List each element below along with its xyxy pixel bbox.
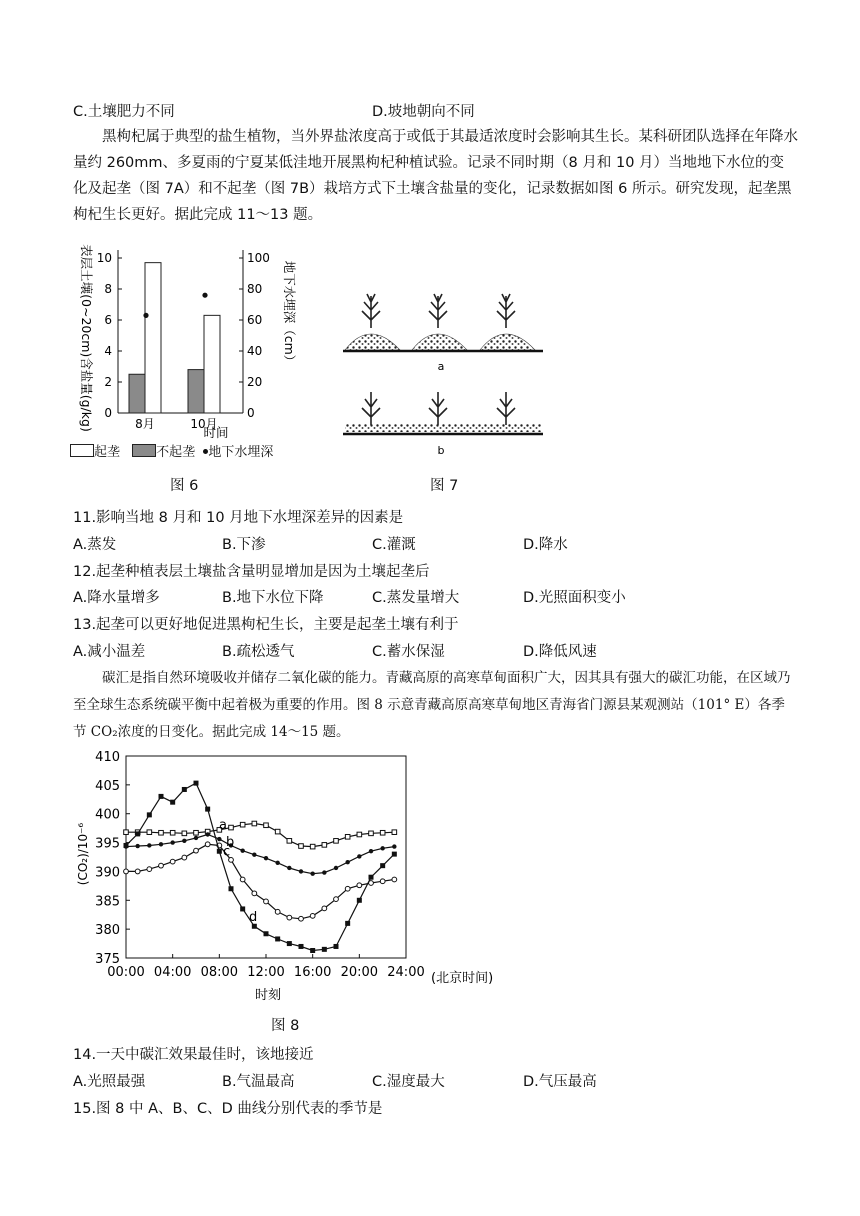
- fig8-xlabel: 时刻: [254, 988, 282, 1003]
- fig8-point-b: [345, 860, 349, 864]
- fig8-point-a: [124, 830, 129, 835]
- fig8-point-c: [205, 842, 210, 847]
- fig8-point-c: [299, 916, 304, 921]
- fig6-category-label: 10月: [190, 417, 218, 431]
- fig8-point-d: [159, 794, 164, 799]
- fig8-point-b: [135, 844, 139, 848]
- legend-label-qilong: 起垄: [94, 445, 121, 460]
- fig8-point-a: [299, 844, 304, 849]
- fig6-ylabel-left: 表层土壤(0~20cm)含盐量(g/kg): [79, 244, 94, 432]
- fig8-y-tick-label: 405: [95, 778, 120, 794]
- fig8-point-c: [275, 909, 280, 914]
- fig8-y-tick-label: 390: [95, 865, 120, 881]
- fig8-point-b: [322, 870, 326, 874]
- fig8-point-d: [170, 800, 175, 805]
- fig8-y-tick-label: 375: [95, 952, 120, 967]
- fig8-point-b: [217, 837, 221, 841]
- fig8-series-label-d: d: [249, 909, 258, 925]
- fig8-point-b: [275, 861, 279, 865]
- q13-stem: 13.起垄可以更好地促进黑枸杞生长，主要是起垄土壤有利于: [73, 617, 459, 633]
- legend-swatch-buqilong: [132, 444, 156, 457]
- figure-6-bar-chart: [66, 238, 316, 466]
- fig8-point-b: [194, 836, 198, 840]
- fig6-bar-buqilong: [129, 374, 145, 413]
- fig8-series-line-c: [126, 844, 394, 919]
- q15-stem: 15.图 8 中 A、B、C、D 曲线分别代表的季节是: [73, 1101, 383, 1117]
- q13-option-b: B.疏松透气: [222, 644, 295, 660]
- fig6-left-tick-label: 8: [104, 282, 112, 296]
- fig8-point-d: [357, 898, 362, 903]
- fig7-label-b: b: [437, 444, 445, 457]
- fig6-bar-buqilong: [188, 370, 204, 413]
- q12-option-d: D.光照面积变小: [523, 590, 626, 606]
- fig6-right-tick-label: 80: [247, 282, 263, 296]
- fig8-point-a: [170, 830, 175, 835]
- option-c-prev: C.土壤肥力不同: [73, 104, 175, 120]
- fig8-point-c: [170, 859, 175, 864]
- fig6-category-label: 8月: [135, 417, 155, 431]
- q14-stem: 14.一天中碳汇效果最佳时，该地接近: [73, 1047, 314, 1063]
- fig8-point-c: [147, 867, 152, 872]
- legend-label-groundwater: 地下水埋深: [208, 445, 274, 460]
- fig8-point-d: [135, 831, 140, 836]
- fig8-point-d: [380, 863, 385, 868]
- fig8-series-label-a: a: [219, 817, 227, 833]
- q14-option-c: C.湿度最大: [372, 1074, 445, 1090]
- fig8-y-tick-label: 395: [95, 836, 120, 852]
- fig8-point-a: [229, 825, 234, 830]
- fig8-y-tick-label: 380: [95, 923, 120, 939]
- fig8-point-c: [345, 886, 350, 891]
- fig6-xlabel: 时间: [203, 425, 229, 440]
- q11-stem: 11.影响当地 8 月和 10 月地下水埋深差异的因素是: [73, 510, 404, 526]
- fig8-point-d: [345, 921, 350, 926]
- fig8-point-d: [275, 936, 280, 941]
- fig8-point-b: [299, 869, 303, 873]
- q11-option-d: D.降水: [523, 537, 568, 553]
- fig8-point-b: [392, 844, 396, 848]
- fig8-point-a: [380, 830, 385, 835]
- legend-label-buqilong: 不起垄: [156, 445, 196, 460]
- q13-option-d: D.降低风速: [523, 644, 597, 660]
- fig8-point-b: [310, 872, 314, 876]
- fig8-point-d: [299, 944, 304, 949]
- fig8-point-a: [357, 832, 362, 837]
- q11-option-b: B.下渗: [222, 537, 266, 553]
- fig8-point-b: [182, 839, 186, 843]
- fig6-point-groundwater: [202, 293, 207, 298]
- fig8-point-d: [147, 812, 152, 817]
- fig8-point-d: [264, 931, 269, 936]
- fig8-point-c: [380, 879, 385, 884]
- fig8-ylabel: (CO₂)/10⁻⁶: [76, 822, 90, 886]
- fig8-point-b: [357, 854, 361, 858]
- fig6-left-tick-label: 2: [104, 375, 112, 389]
- fig8-point-b: [264, 856, 268, 860]
- fig8-point-c: [287, 915, 292, 920]
- q12-option-c: C.蒸发量增大: [372, 590, 460, 606]
- fig8-point-a: [345, 835, 350, 840]
- fig8-point-d: [229, 886, 234, 891]
- fig8-point-c: [240, 877, 245, 882]
- figure-7-planting-diagram: [340, 280, 550, 460]
- fig8-point-c: [135, 869, 140, 874]
- fig8-point-a: [264, 823, 269, 828]
- fig8-point-b: [159, 842, 163, 846]
- fig8-y-tick-label: 400: [95, 807, 120, 823]
- fig8-point-c: [182, 855, 187, 860]
- fig8-series-label-b: b: [226, 835, 235, 851]
- fig8-x-tick-label: 24:00: [387, 965, 425, 980]
- fig8-point-a: [287, 839, 292, 844]
- fig8-caption: 图 8: [271, 1018, 300, 1034]
- fig6-bar-qilong: [145, 263, 161, 413]
- fig6-right-tick-label: 20: [247, 375, 263, 389]
- fig6-caption: 图 6: [170, 478, 199, 494]
- fig8-point-b: [252, 852, 256, 856]
- passage-carbon-sink: 碳汇是指自然环境吸收并储存二氧化碳的能力。青藏高原的高寒草甸面积广大，因其具有强大的碳汇功能，在区域乃至全球生态系统碳平衡中起着极为重要的作用。图 8 示意青藏高原高寒草甸地区青海省门源县某观测站（101° E）各季节 CO₂浓度的日变化。据此完成 14～15 题。: [73, 670, 791, 740]
- fig8-point-a: [194, 830, 199, 835]
- fig8-point-b: [205, 832, 209, 836]
- fig6-ylabel-right: 地下水埋深（cm）: [282, 260, 297, 368]
- fig6-left-tick-label: 10: [96, 251, 112, 265]
- flat-planting-b: [343, 392, 543, 434]
- fig8-point-a: [159, 830, 164, 835]
- figure-8-co2-line-chart: [70, 746, 500, 1008]
- q11-option-c: C.灌溉: [372, 537, 416, 553]
- fig8-x-tick-label: 16:00: [293, 965, 332, 980]
- fig8-point-b: [369, 849, 373, 853]
- fig8-point-c: [392, 877, 397, 882]
- fig8-point-a: [334, 839, 339, 844]
- fig8-point-c: [334, 897, 339, 902]
- fig8-xunit: (北京时间): [431, 971, 494, 986]
- ridge-planting-a: [343, 294, 543, 351]
- q12-stem: 12.起垄种植表层土壤盐含量明显增加是因为土壤起垄后: [73, 564, 430, 580]
- fig6-left-tick-label: 6: [104, 313, 112, 327]
- fig6-bar-qilong: [204, 315, 220, 413]
- fig8-y-tick-label: 385: [95, 894, 120, 910]
- legend-swatch-qilong: [70, 444, 94, 457]
- q14-option-b: B.气温最高: [222, 1074, 295, 1090]
- fig8-point-d: [310, 948, 315, 953]
- fig8-series-line-d: [126, 783, 394, 950]
- q12-option-a: A.降水量增多: [73, 590, 160, 606]
- fig8-point-c: [357, 883, 362, 888]
- fig7-label-a: a: [437, 360, 445, 373]
- fig8-point-a: [182, 831, 187, 836]
- option-d-prev: D.坡地朝向不同: [372, 104, 475, 120]
- fig8-point-c: [252, 891, 257, 896]
- q14-option-a: A.光照最强: [73, 1074, 146, 1090]
- fig8-point-a: [147, 830, 152, 835]
- passage-goji: 黑枸杞属于典型的盐生植物，当外界盐浓度高于或低于其最适浓度时会影响其生长。某科研团队选择在年降水量约 260mm、多夏雨的宁夏某低洼地开展黑枸杞种植试验。记录不同时期（8 月和 10 月）当地地下水位的变化及起垄（图 7A）和不起垄（图 7B）栽培方式下土壤含盐量的变化，记录数据如图 6 所示。研究发现，起垄黑枸杞生长更好。据此完成 11～13 题。: [73, 129, 798, 223]
- q12-option-b: B.地下水位下降: [222, 590, 324, 606]
- fig8-point-c: [264, 899, 269, 904]
- fig8-point-c: [124, 869, 129, 874]
- fig8-point-a: [392, 830, 397, 835]
- fig6-right-tick-label: 40: [247, 344, 263, 358]
- fig8-point-d: [124, 843, 129, 848]
- fig6-right-tick-label: 100: [247, 251, 270, 265]
- fig8-point-d: [334, 944, 339, 949]
- fig8-point-a: [322, 843, 327, 848]
- fig8-point-d: [217, 849, 222, 854]
- fig8-series-line-b: [126, 835, 394, 874]
- fig8-x-tick-label: 12:00: [247, 965, 285, 980]
- fig8-x-tick-label: 04:00: [153, 965, 192, 980]
- fig8-point-b: [380, 846, 384, 850]
- fig8-point-b: [147, 843, 151, 847]
- fig8-point-b: [170, 840, 174, 844]
- fig8-point-d: [287, 941, 292, 946]
- q14-option-d: D.气压最高: [523, 1074, 597, 1090]
- fig6-point-groundwater: [143, 313, 148, 318]
- q11-option-a: A.蒸发: [73, 537, 117, 553]
- fig8-point-c: [159, 863, 164, 868]
- fig8-point-d: [182, 787, 187, 792]
- fig8-series-label-c: c: [223, 844, 231, 860]
- q13-option-c: C.蓄水保湿: [372, 644, 445, 660]
- fig8-point-a: [275, 829, 280, 834]
- fig8-point-a: [310, 844, 315, 849]
- fig8-point-d: [392, 852, 397, 857]
- fig8-point-d: [194, 781, 199, 786]
- fig8-x-tick-label: 08:00: [200, 965, 239, 980]
- fig8-point-b: [287, 866, 291, 870]
- fig8-y-tick-label: 410: [95, 750, 120, 765]
- fig7-caption: 图 7: [430, 478, 459, 494]
- fig8-point-a: [252, 821, 257, 826]
- fig8-point-a: [369, 831, 374, 836]
- fig6-left-tick-label: 4: [104, 344, 112, 358]
- fig6-right-tick-label: 0: [247, 406, 255, 420]
- fig8-point-d: [205, 807, 210, 812]
- fig8-point-b: [240, 848, 244, 852]
- fig8-point-c: [310, 913, 315, 918]
- fig8-point-d: [369, 875, 374, 880]
- fig8-point-d: [322, 947, 327, 952]
- fig8-point-c: [322, 906, 327, 911]
- fig8-point-c: [194, 848, 199, 853]
- q13-option-a: A.减小温差: [73, 644, 146, 660]
- fig8-point-a: [240, 822, 245, 827]
- fig8-x-tick-label: 20:00: [340, 965, 379, 980]
- fig8-point-b: [334, 866, 338, 870]
- fig6-left-tick-label: 0: [104, 406, 112, 420]
- fig8-x-tick-label: 00:00: [107, 965, 145, 980]
- fig8-point-d: [240, 906, 245, 911]
- fig6-right-tick-label: 60: [247, 313, 263, 327]
- fig6-legend: [70, 441, 273, 460]
